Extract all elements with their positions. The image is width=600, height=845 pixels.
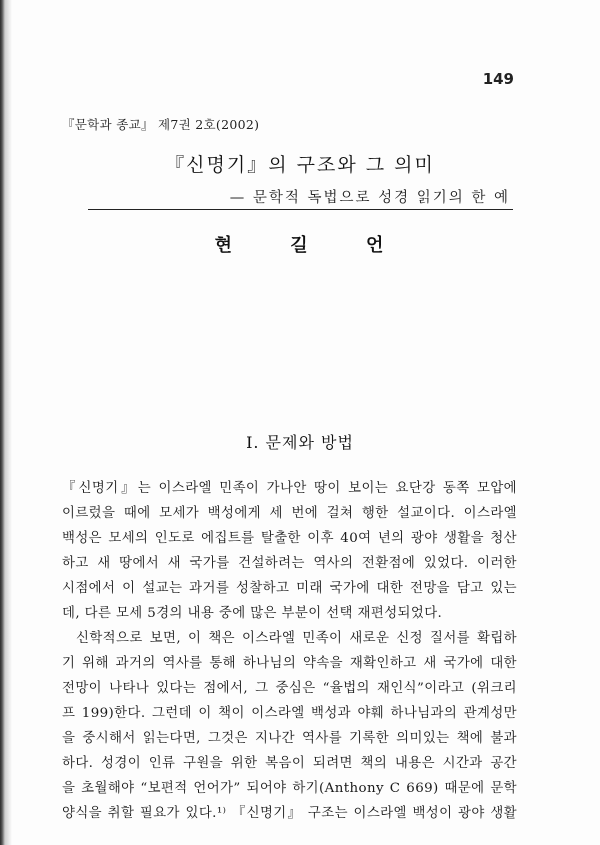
body-line-6: 데, 다른 모세 5경의 내용 중에 많은 부분이 선택 재편성되었다. [62,606,443,621]
section-heading: I. 문제와 방법 [246,433,354,452]
author-name: 현 길 언 [214,235,410,256]
body-line-13: 을 초월해야 “보편적 언어가” 되어야 하기(Anthony C 669) 때문에 문학 [62,781,517,796]
body-line-10: 프 199)한다. 그런데 이 책이 이스라엘 백성과 야훼 하나님과의 관계성만 [62,706,517,721]
body-line-9: 전망이 나타나 있다는 점에서, 그 중심은 “율법의 재인식”이라고 (위크리 [62,681,517,696]
body-line-1: 『신명기』는 이스라엘 민족이 가나안 땅이 보이는 요단강 동쪽 모압에 [62,481,517,496]
page-number: 149 [482,70,514,88]
body-line-11: 을 중시해서 읽는다면, 그것은 지나간 역사를 기록한 의미있는 책에 불과 [62,731,517,746]
body-line-14: 양식을 취할 필요가 있다.¹⁾ 『신명기』 구조는 이스라엘 백성이 광야 생활 [62,806,517,821]
body-line-7: 신학적으로 보면, 이 책은 이스라엘 민족이 새로운 신정 질서를 확립하 [76,631,517,646]
journal-reference: 『문학과 종교』 제7권 2호(2002) [62,117,260,132]
body-line-12: 하다. 성경이 인류 구원을 위한 복음이 되려면 책의 내용은 시간과 공간 [62,756,517,771]
body-line-3: 백성은 모세의 인도로 에집트를 탈출한 이후 40여 년의 광야 생활을 청산 [62,531,517,546]
paper-title: 『신명기』의 구조와 그 의미 [165,154,435,176]
title-divider [88,209,513,210]
scan-edge-shadow [0,0,12,845]
body-line-5: 시점에서 이 설교는 과거를 성찰하고 미래 국가에 대한 전망을 담고 있는 [62,581,517,596]
body-line-2: 이르렀을 때에 모세가 백성에게 세 번에 걸쳐 행한 설교이다. 이스라엘 [62,506,517,521]
body-line-4: 하고 새 땅에서 새 국가를 건설하려는 역사의 전환점에 있었다. 이러한 [62,556,517,571]
paper-subtitle: — 문학적 독법으로 성경 읽기의 한 예 [229,190,510,206]
body-line-8: 기 위해 과거의 역사를 통해 하나님의 약속을 재확인하고 새 국가에 대한 [62,656,517,671]
